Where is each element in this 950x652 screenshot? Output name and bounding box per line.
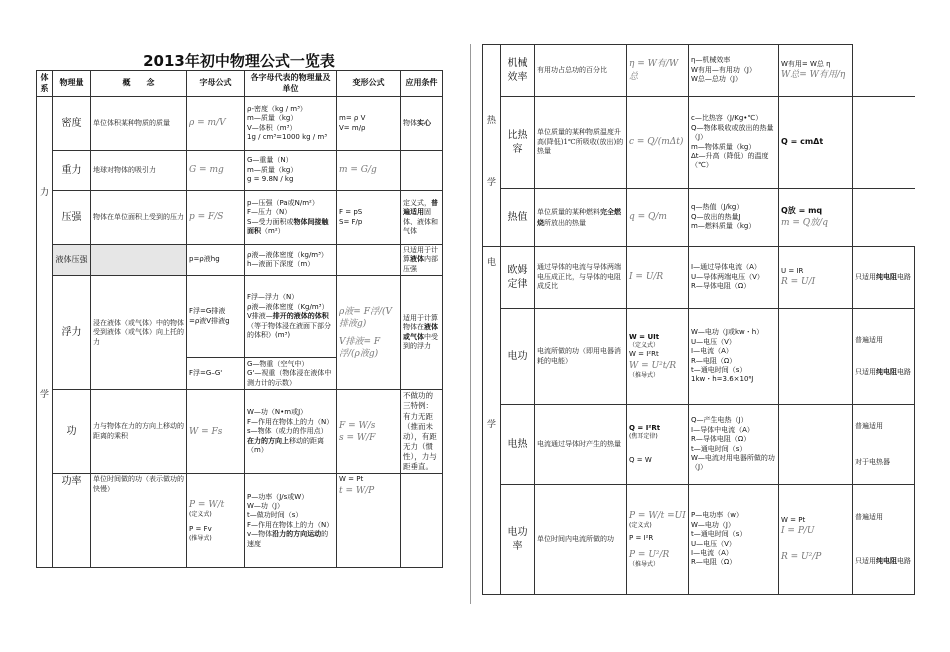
table-row xyxy=(483,97,915,189)
meaning-ohm: I—通过导体电流（A） U—导体两端电压（V） R—导体电阻（Ω） xyxy=(689,247,779,309)
transform-specific-heat: Q = cmΔt xyxy=(779,97,853,189)
heat-electricity-table xyxy=(482,44,915,595)
condition-efficiency xyxy=(853,45,915,97)
formula-power: P = W/t (定义式) P = Fv (推导式) xyxy=(187,474,245,568)
meaning-electric-work: W—电功（J或kw・h） U—电压（V） I—电流（A） R—电阻（Ω） t—通电时间（s） 1kw・h=3.6×10⁶J xyxy=(689,309,779,405)
formula-electric-power: P = W/t =UI (定义式) P = I²R P = U²/R （推导式） xyxy=(627,485,689,595)
quantity-work: 功 xyxy=(53,390,91,474)
formula-gravity: G = mg xyxy=(187,151,245,191)
meaning-pressure: p—压强（Pa或N/m²） F—压力（N） S—受力面积或物体间接触面积（m²） xyxy=(245,191,337,245)
meaning-power: P—功率（J/s或W） W—功（J） t—做功时间（s） F—作用在物体上的力（N） v—物体沿力的方向运动的速度 xyxy=(245,474,337,568)
condition-calorific xyxy=(853,189,915,247)
header-condition: 应用条件 xyxy=(401,71,443,97)
meaning-calorific: q—热值（J/kg） Q—放出的热量J m—燃料质量（kg） xyxy=(689,189,779,247)
condition-power xyxy=(401,474,443,568)
quantity-electric-work: 电功 xyxy=(501,309,535,405)
condition-ohm: 只适用纯电阻电路 xyxy=(853,247,915,309)
formula-pressure: p = F/S xyxy=(187,191,245,245)
concept-efficiency: 有用功占总功的百分比 xyxy=(535,45,627,97)
transform-electric-heat xyxy=(779,405,853,485)
table-row xyxy=(37,276,443,358)
formula-density: ρ = m/V xyxy=(187,97,245,151)
condition-specific-heat xyxy=(853,97,915,189)
page-title: 2013年初中物理公式一览表 xyxy=(143,52,335,70)
concept-electric-work: 电流所做的功（即用电器消耗的电能） xyxy=(535,309,627,405)
condition-liquid-pressure: 只适用于计算液体内部压强 xyxy=(401,245,443,276)
quantity-pressure: 压强 xyxy=(53,191,91,245)
quantity-gravity: 重力 xyxy=(53,151,91,191)
transform-calorific: Q放 = mq m = Q放/q xyxy=(779,189,853,247)
table-row xyxy=(483,45,915,97)
header-quantity: 物理量 xyxy=(53,71,91,97)
quantity-calorific: 热值 xyxy=(501,189,535,247)
header-system: 体系 xyxy=(37,71,53,97)
table-row xyxy=(37,474,443,568)
quantity-power: 功率 xyxy=(53,474,91,568)
header-concept: 概 念 xyxy=(91,71,187,97)
table-row xyxy=(483,189,915,247)
concept-pressure: 物体在单位面积上受到的压力 xyxy=(91,191,187,245)
system-cell-heat: 热 学 xyxy=(483,45,501,247)
system-cell-mechanics: 力 学 xyxy=(37,97,53,568)
condition-electric-work: 普遍适用 只适用纯电阻电路 xyxy=(853,309,915,405)
condition-pressure: 定义式，普遍适用固体、液体和气体 xyxy=(401,191,443,245)
formula-electric-heat: Q = I²Rt (焦耳定律) Q = W xyxy=(627,405,689,485)
concept-calorific: 单位质量的某种燃料完全燃烧所放出的热量 xyxy=(535,189,627,247)
transform-buoyancy: ρ液= F浮/(V排液g) V排液= F浮/(ρ液g) xyxy=(337,276,401,390)
transform-efficiency: W有用= W总 η W总= W有用/η xyxy=(779,45,853,97)
header-formula: 字母公式 xyxy=(187,71,245,97)
condition-electric-power: 普遍适用 只适用纯电阻电路 xyxy=(853,485,915,595)
formula-ohm: I = U/R xyxy=(627,247,689,309)
meaning-buoyancy-weigh: G—物重（空气中） G'—视重（物体浸在液体中测力计的示数） xyxy=(245,358,337,390)
meaning-specific-heat: c—比热容（J/Kg•℃） Q—物体吸收或放出的热量（J） m—物体质量（kg） Δt—升高（降低）的温度（℃） xyxy=(689,97,779,189)
formula-buoyancy: F浮=G排液 =ρ液V排液g xyxy=(187,276,245,358)
transform-density: m= ρ V V= m/ρ xyxy=(337,97,401,151)
formula-specific-heat: c = Q/(mΔt) xyxy=(627,97,689,189)
quantity-liquid-pressure: 液体压强 xyxy=(53,245,91,276)
table-row xyxy=(37,390,443,474)
table-row xyxy=(37,191,443,245)
transform-electric-power: W = Pt I = P/U R = U²/P xyxy=(779,485,853,595)
meaning-electric-power: P—电功率（w） W—电功（J） t—通电时间（s） U—电压（V） I—电流（A） R—电阻（Ω） xyxy=(689,485,779,595)
quantity-electric-heat: 电热 xyxy=(501,405,535,485)
quantity-ohm: 欧姆定律 xyxy=(501,247,535,309)
transform-liquid-pressure xyxy=(337,245,401,276)
formula-efficiency: η = W有/W总 xyxy=(627,45,689,97)
formula-liquid-pressure: p=ρ液hg xyxy=(187,245,245,276)
formula-calorific: q = Q/m xyxy=(627,189,689,247)
concept-work: 力与物体在力的方向上移动的距离的乘积 xyxy=(91,390,187,474)
meaning-liquid-pressure: ρ液—液体密度（kg/m³） h—液面下深度（m） xyxy=(245,245,337,276)
concept-electric-power: 单位时间内电流所做的功 xyxy=(535,485,627,595)
concept-buoyancy: 浸在液体（或气体）中的物体受到液体（或气体）向上托的力 xyxy=(91,276,187,390)
quantity-electric-power: 电功率 xyxy=(501,485,535,595)
condition-gravity xyxy=(401,151,443,191)
quantity-density: 密度 xyxy=(53,97,91,151)
table-row xyxy=(483,309,915,405)
condition-density: 物体实心 xyxy=(401,97,443,151)
meaning-buoyancy: F浮—浮力（N） ρ液—液体密度（Kg/m³） V排液—排开的液体的体积（等于物体浸在液面下部分的体积）(m³) xyxy=(245,276,337,358)
meaning-electric-heat: Q—产生电热（J） I—导体中电流（A） R—导体电阻（Ω） t—通电时间（s） W—电流对用电器所做的功（J） xyxy=(689,405,779,485)
concept-electric-heat: 电流通过导体时产生的热量 xyxy=(535,405,627,485)
table-row xyxy=(483,405,915,485)
concept-density: 单位体积某种物质的质量 xyxy=(91,97,187,151)
condition-electric-heat: 普遍适用 对于电热器 xyxy=(853,405,915,485)
formula-electric-work: W = UIt （定义式） W = I²Rt W = U²t/R （推导式） xyxy=(627,309,689,405)
condition-work: 不做功的三特例：有力无距（推而未动），有距无力（惯性），力与距垂直。 xyxy=(401,390,443,474)
header-row xyxy=(37,71,443,97)
concept-power: 单位时间做的功（表示做功的快慢） xyxy=(91,474,187,568)
meaning-efficiency: η—机械效率 W有用—有用功（J） W总—总功（J） xyxy=(689,45,779,97)
transform-work: F = W/s s = W/F xyxy=(337,390,401,474)
concept-liquid-pressure xyxy=(91,245,187,276)
condition-buoyancy: 适用于计算物体在液体或气体中受到的浮力 xyxy=(401,276,443,390)
transform-electric-work xyxy=(779,309,853,405)
formula-buoyancy-weigh: F浮=G–G' xyxy=(187,358,245,390)
quantity-efficiency: 机械效率 xyxy=(501,45,535,97)
table-row xyxy=(483,247,915,309)
quantity-buoyancy: 浮力 xyxy=(53,276,91,390)
quantity-specific-heat: 比热容 xyxy=(501,97,535,189)
page-divider xyxy=(470,44,471,604)
transform-pressure: F = pS S= F/p xyxy=(337,191,401,245)
meaning-work: W—功（N•m或J） F—作用在物体上的力（N） s—物体（或力的作用点）在力的方向上移动的距离（m） xyxy=(245,390,337,474)
mechanics-table xyxy=(36,70,443,568)
formula-work: W = Fs xyxy=(187,390,245,474)
table-row xyxy=(483,485,915,595)
transform-gravity: m = G/g xyxy=(337,151,401,191)
table-row xyxy=(37,245,443,276)
system-cell-electricity: 电 学 xyxy=(483,247,501,595)
meaning-density: ρ-密度（kg / m³） m—质量（kg） V—体积（m³） 1g / cm³=1000 kg / m³ xyxy=(245,97,337,151)
header-meaning: 各字母代表的物理量及单位 xyxy=(245,71,337,97)
concept-specific-heat: 单位质量的某种物质温度升高(降低)1℃所吸收(放出)的热量 xyxy=(535,97,627,189)
concept-gravity: 地球对物体的吸引力 xyxy=(91,151,187,191)
transform-ohm: U = IR R = U/I xyxy=(779,247,853,309)
transform-power: W = Pt t = W/P xyxy=(337,474,401,568)
table-row xyxy=(37,97,443,151)
table-row xyxy=(37,151,443,191)
header-transform: 变形公式 xyxy=(337,71,401,97)
meaning-gravity: G—重量（N） m—质量（kg） g = 9.8N / kg xyxy=(245,151,337,191)
concept-ohm: 通过导体的电流与导体两端电压成正比，与导体的电阻成反比 xyxy=(535,247,627,309)
